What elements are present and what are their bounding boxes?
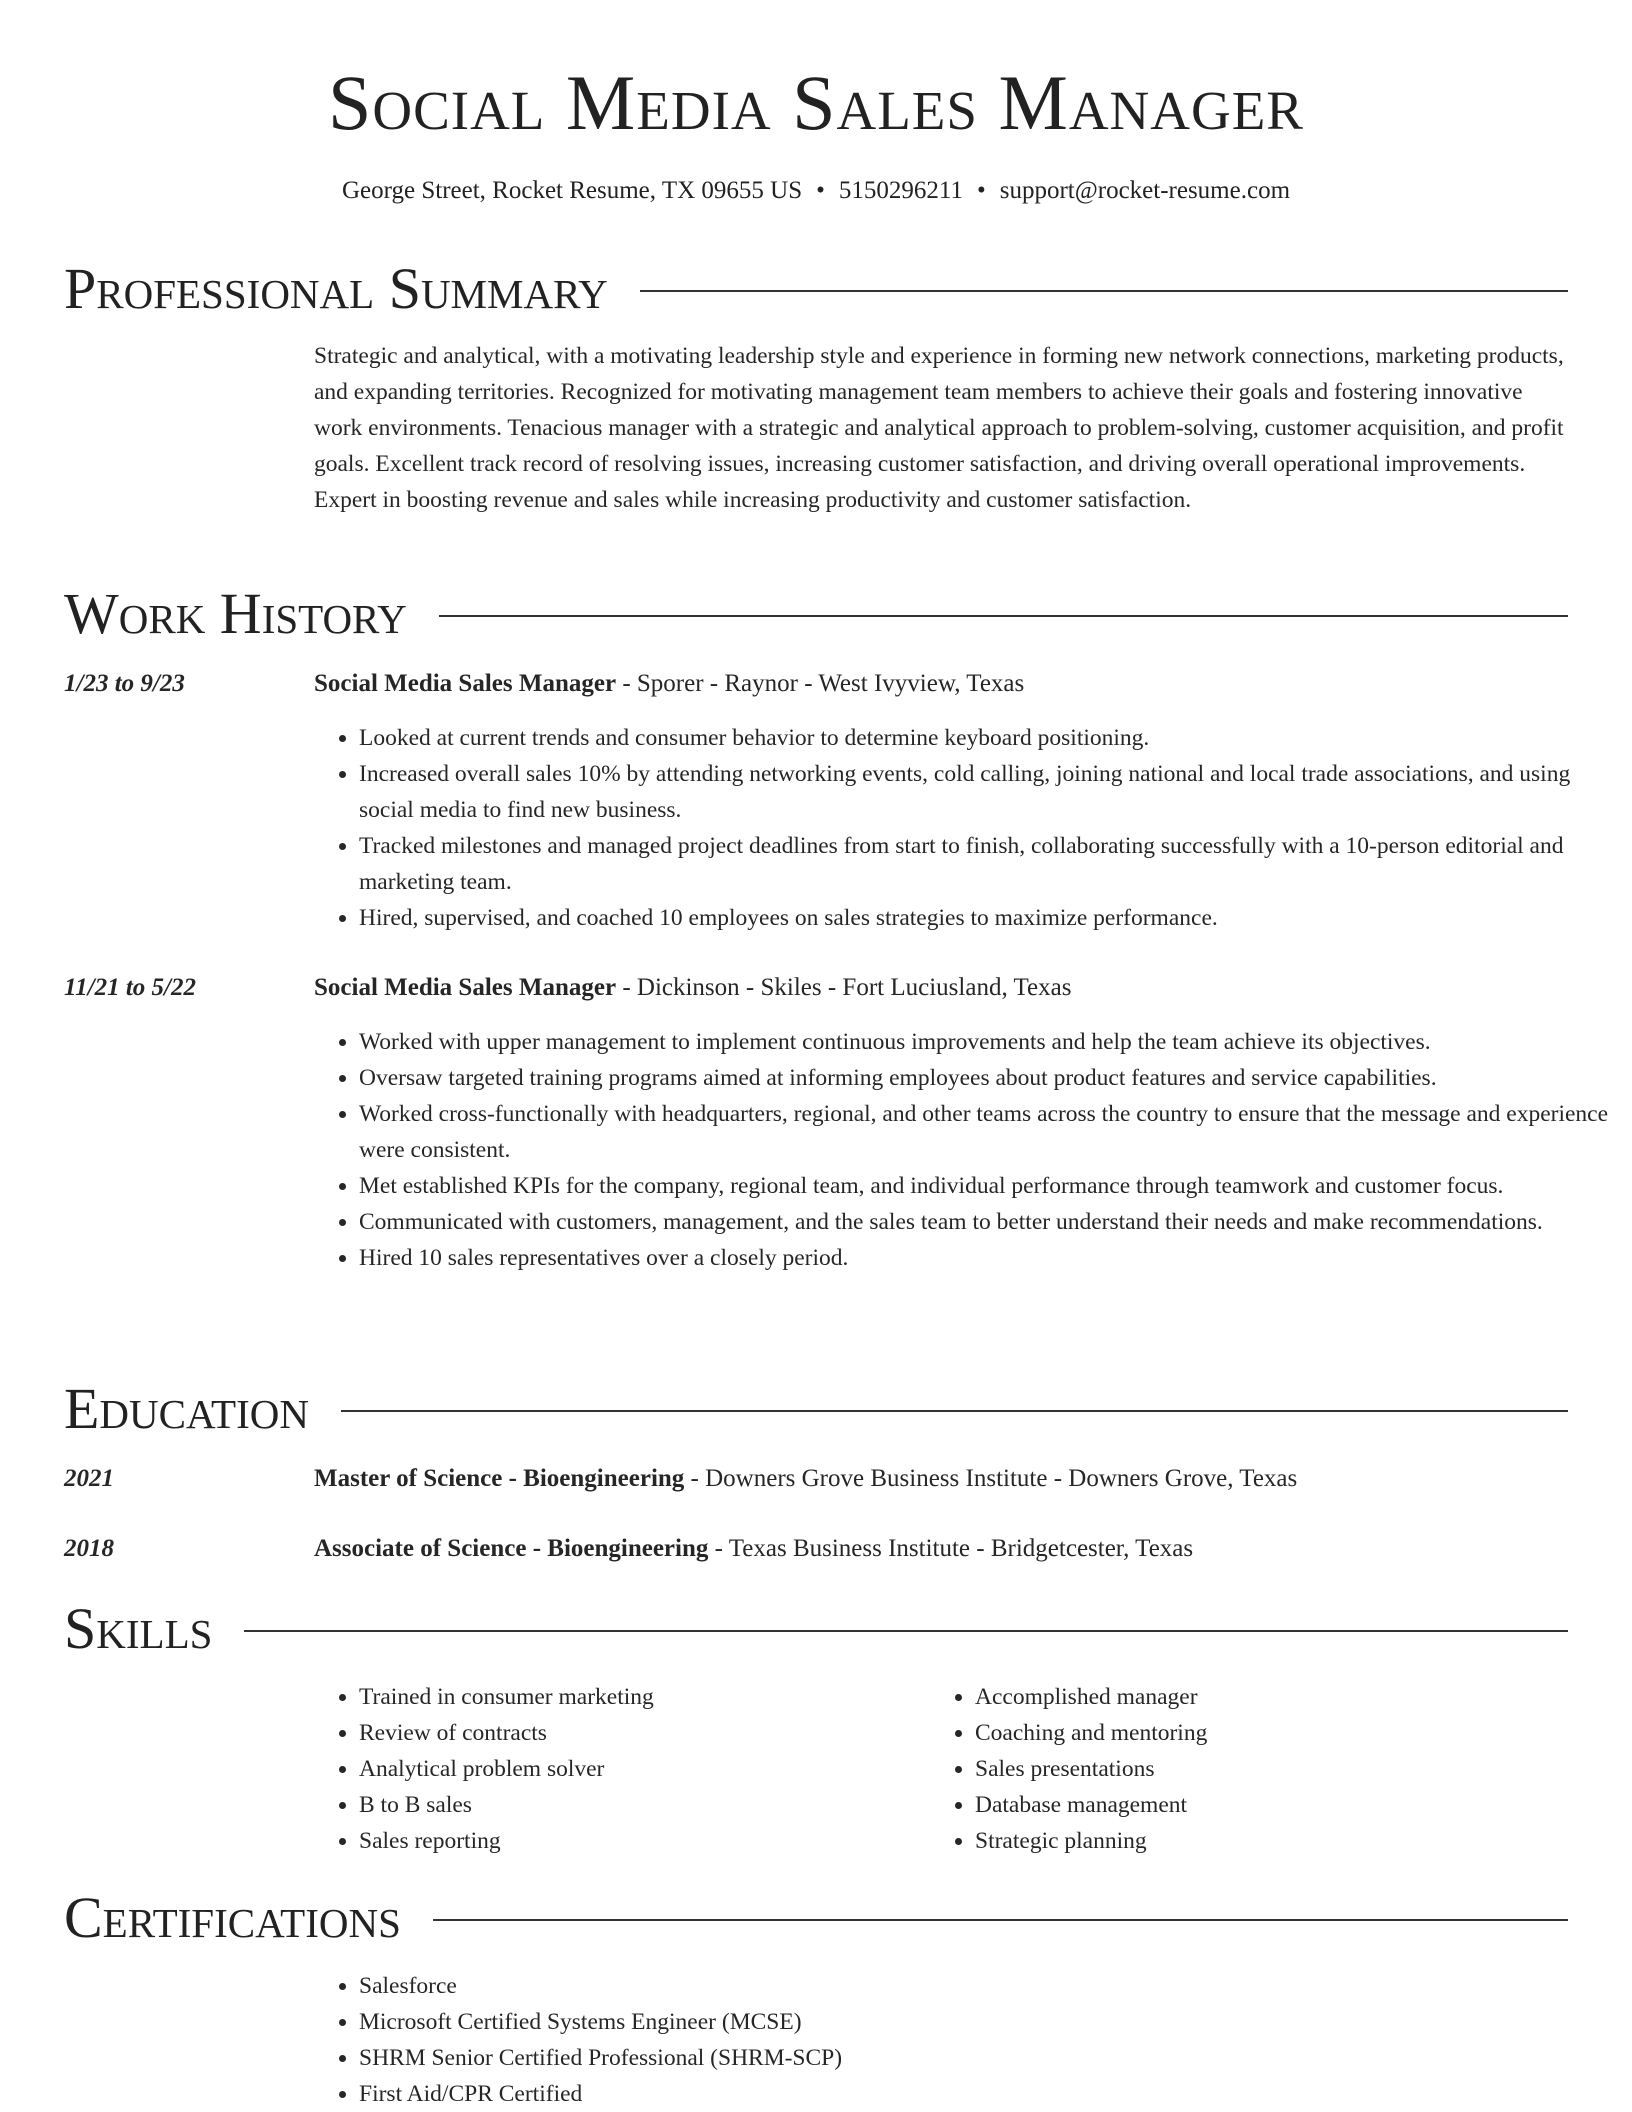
list-item: • Trained in consumer marketing: [359, 1679, 959, 1715]
contact-line: [0, 174, 1632, 208]
job-bullets: [314, 1024, 1614, 1276]
section-title-text: Education: [64, 1376, 309, 1441]
list-item: • Worked cross-functionally with headquarters, regional, and other teams across the country to ensure that the message and experience were consistent.: [359, 1096, 1614, 1168]
list-item: • Looked at current trends and consumer behavior to determine keyboard positioning.: [359, 720, 1614, 756]
job-dates: 11/21 to 5/22: [64, 974, 196, 1001]
contact-email[interactable]: support@rocket-resume.com: [999, 177, 1291, 204]
job-title-line: [314, 666, 1569, 702]
contact-separator: •: [976, 177, 986, 204]
education-details: - Downers Grove Business Institute - Downers Grove, Texas: [684, 1465, 1298, 1492]
job-details: - Dickinson - Skiles - Fort Luciusland, Texas: [616, 974, 1072, 1001]
section-title-text: Professional Summary: [64, 256, 608, 321]
job-dates: 1/23 to 9/23: [64, 670, 185, 697]
list-item: • Hired, supervised, and coached 10 employees on sales strategies to maximize performance.: [359, 900, 1614, 936]
list-item: • Oversaw targeted training programs aimed at informing employees about product features and service capabilities.: [359, 1060, 1614, 1096]
section-title-work-history: [64, 582, 1568, 646]
section-title-text: Skills: [64, 1596, 213, 1661]
education-degree: Master of Science - Bioengineering: [314, 1465, 685, 1492]
section-title-certifications: [64, 1886, 1568, 1950]
skills-list-right: [930, 1679, 1595, 1859]
list-item: • Communicated with customers, management, and the sales team to better understand their needs and make recommendations.: [359, 1204, 1614, 1240]
section-title-skills: [64, 1597, 1568, 1661]
contact-phone: 5150296211: [838, 177, 963, 204]
contact-separator: •: [816, 177, 825, 204]
education-line: [314, 1461, 1569, 1497]
education-details: - Texas Business Institute - Bridgetcester, Texas: [708, 1535, 1194, 1562]
section-title-summary: [64, 257, 1568, 321]
summary-text: Strategic and analytical, with a motivating leadership style and experience in forming new network connections, marketing products, and expanding territories. Recognized for motivating management team members to achieve their goals and fostering innovative work environments. Tenacious manager with a strategic and analytical approach to problem-solving, customer acquisition, and profit goals. Excellent track record of resolving issues, increasing customer satisfaction, and driving overall operational improvements. Expert in boosting revenue and sales while increasing productivity and customer satisfaction.: [314, 343, 1564, 513]
list-item: • Hired 10 sales representatives over a closely period.: [359, 1240, 1614, 1276]
section-title-text: Work History: [64, 581, 407, 646]
education-year: 2018: [64, 1535, 114, 1562]
section-rule: [439, 615, 1568, 617]
list-item: • Review of contracts: [359, 1715, 959, 1751]
contact-address: George Street, Rocket Resume, TX 09655 US: [341, 177, 803, 204]
education-line: [314, 1531, 1569, 1567]
list-item: • SHRM Senior Certified Professional (SHRM-SCP): [359, 2040, 1614, 2076]
education-degree: Associate of Science - Bioengineering: [314, 1535, 709, 1562]
skills-list-left: [314, 1679, 959, 1859]
list-item: • Coaching and mentoring: [975, 1715, 1595, 1751]
list-item: • Microsoft Certified Systems Engineer (MCSE): [359, 2004, 1614, 2040]
section-rule: [341, 1410, 1568, 1412]
job-details: - Sporer - Raynor - West Ivyview, Texas: [616, 670, 1025, 697]
job-role: Social Media Sales Manager: [314, 670, 617, 697]
list-item: • Strategic planning: [975, 1823, 1595, 1859]
list-item: • Accomplished manager: [975, 1679, 1595, 1715]
section-rule: [244, 1630, 1568, 1632]
job-role: Social Media Sales Manager: [314, 974, 617, 1001]
job-bullets: [314, 720, 1614, 936]
education-year: 2021: [64, 1465, 114, 1492]
list-item: • Database management: [975, 1787, 1595, 1823]
list-item: • Sales reporting: [359, 1823, 959, 1859]
list-item: • Increased overall sales 10% by attending networking events, cold calling, joining national and local trade associations, and using social media to find new business.: [359, 756, 1614, 828]
section-rule: [433, 1919, 1568, 1921]
list-item: • First Aid/CPR Certified: [359, 2076, 1614, 2112]
certifications-list: [314, 1968, 1614, 2112]
list-item: • B to B sales: [359, 1787, 959, 1823]
section-rule: [640, 290, 1568, 292]
list-item: • Sales presentations: [975, 1751, 1595, 1787]
section-title-education: [64, 1377, 1568, 1441]
list-item: • Tracked milestones and managed project deadlines from start to finish, collaborating successfully with a 10-person editorial and marketing team.: [359, 828, 1614, 900]
section-title-text: Certifications: [64, 1885, 401, 1950]
list-item: • Met established KPIs for the company, regional team, and individual performance through teamwork and customer focus.: [359, 1168, 1614, 1204]
list-item: • Salesforce: [359, 1968, 1614, 2004]
resume-name: Social Media Sales Manager: [327, 59, 1304, 146]
list-item: • Analytical problem solver: [359, 1751, 959, 1787]
list-item: • Worked with upper management to implement continuous improvements and help the team achieve its objectives.: [359, 1024, 1614, 1060]
job-title-line: [314, 970, 1569, 1006]
